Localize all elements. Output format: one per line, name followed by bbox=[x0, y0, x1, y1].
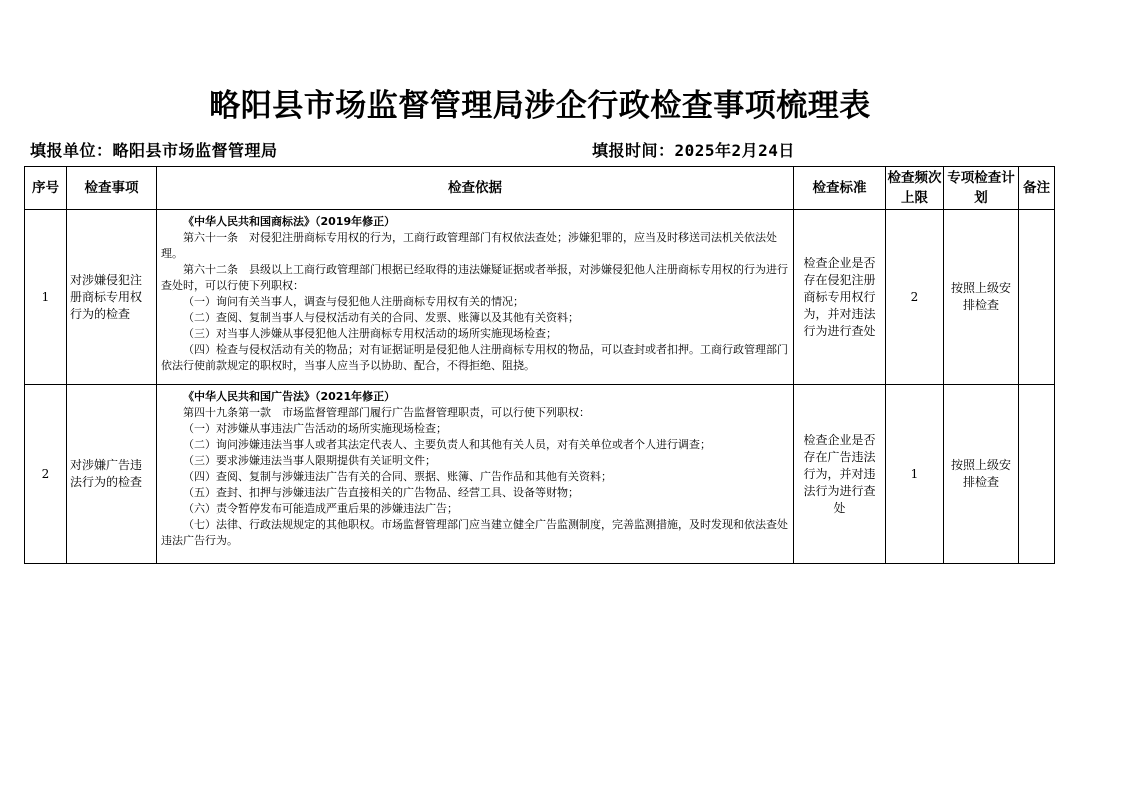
row-special-plan: 按照上级安排检查 bbox=[944, 210, 1019, 385]
row-frequency: 1 bbox=[886, 385, 944, 564]
row-seq: 2 bbox=[25, 385, 67, 564]
basis-paragraph: 第四十九条第一款 市场监督管理部门履行广告监督管理职责，可以行使下列职权： bbox=[183, 406, 590, 419]
basis-paragraph: （六）责令暂停发布可能造成严重后果的涉嫌违法广告； bbox=[183, 502, 458, 515]
basis-paragraph: （一）对涉嫌从事违法广告活动的场所实施现场检查； bbox=[183, 422, 447, 435]
row-standard: 检查企业是否存在侵犯注册商标专用权行为，并对违法行为进行查处 bbox=[794, 210, 886, 385]
reporting-date: 填报时间：2025年2月24日 bbox=[592, 141, 795, 160]
basis-paragraph: （一）询问有关当事人，调查与侵犯他人注册商标专用权有关的情况； bbox=[183, 295, 524, 308]
basis-paragraph: 第六十二条 县级以上工商行政管理部门根据已经取得的违法嫌疑证据或者举报，对涉嫌侵犯他人注册商标专用权的行为进行查处时，可以行使下列职权： bbox=[161, 263, 788, 292]
row-frequency: 2 bbox=[886, 210, 944, 385]
header-frequency: 检查频次上限 bbox=[886, 167, 944, 210]
basis-paragraph: （二）查阅、复制当事人与侵权活动有关的合同、发票、账簿以及其他有关资料； bbox=[183, 311, 579, 324]
document-title: 略阳县市场监督管理局涉企行政检查事项梳理表 bbox=[209, 88, 871, 124]
row-basis bbox=[157, 385, 794, 564]
basis-paragraph: （五）查封、扣押与涉嫌违法广告直接相关的广告物品、经营工具、设备等财物； bbox=[183, 486, 579, 499]
law-title: 《中华人民共和国广告法》（2021年修正） bbox=[183, 390, 396, 403]
law-title: 《中华人民共和国商标法》（2019年修正） bbox=[183, 215, 396, 228]
basis-paragraph: （三）要求涉嫌违法当事人限期提供有关证明文件； bbox=[183, 454, 436, 467]
basis-paragraph: （四）查阅、复制与涉嫌违法广告有关的合同、票据、账簿、广告作品和其他有关资料； bbox=[183, 470, 612, 483]
header-special-plan: 专项检查计划 bbox=[944, 167, 1019, 210]
row-basis bbox=[157, 210, 794, 385]
row-note bbox=[1019, 385, 1055, 564]
basis-paragraph: （四）检查与侵权活动有关的物品；对有证据证明是侵犯他人注册商标专用权的物品，可以查封或者扣押。工商行政管理部门依法行使前款规定的职权时，当事人应当予以协助、配合，不得拒绝、阻挠。 bbox=[161, 343, 788, 372]
row-item: 对涉嫌广告违法行为的检查 bbox=[67, 385, 157, 564]
basis-paragraph: 第六十一条 对侵犯注册商标专用权的行为，工商行政管理部门有权依法查处；涉嫌犯罪的，应当及时移送司法机关依法处理。 bbox=[161, 231, 777, 260]
row-special-plan: 按照上级安排检查 bbox=[944, 385, 1019, 564]
header-standard: 检查标准 bbox=[794, 167, 886, 210]
basis-paragraph: （三）对当事人涉嫌从事侵犯他人注册商标专用权活动的场所实施现场检查； bbox=[183, 327, 557, 340]
table-row bbox=[25, 385, 1055, 564]
row-item: 对涉嫌侵犯注册商标专用权行为的检查 bbox=[67, 210, 157, 385]
basis-paragraph: （七）法律、行政法规规定的其他职权。市场监督管理部门应当建立健全广告监测制度，完善监测措施，及时发现和依法查处违法广告行为。 bbox=[161, 518, 788, 547]
header-item: 检查事项 bbox=[67, 167, 157, 210]
reporting-unit: 填报单位：略阳县市场监督管理局 bbox=[30, 141, 278, 160]
row-seq: 1 bbox=[25, 210, 67, 385]
header-basis: 检查依据 bbox=[157, 167, 794, 210]
table-header-row bbox=[25, 167, 1055, 210]
table-row bbox=[25, 210, 1055, 385]
header-note: 备注 bbox=[1019, 167, 1055, 210]
basis-paragraph: （二）询问涉嫌违法当事人或者其法定代表人、主要负责人和其他有关人员，对有关单位或者个人进行调查； bbox=[183, 438, 711, 451]
inspection-table bbox=[24, 166, 1055, 564]
row-note bbox=[1019, 210, 1055, 385]
header-seq: 序号 bbox=[25, 167, 67, 210]
row-standard: 检查企业是否存在广告违法行为，并对违法行为进行查处 bbox=[794, 385, 886, 564]
